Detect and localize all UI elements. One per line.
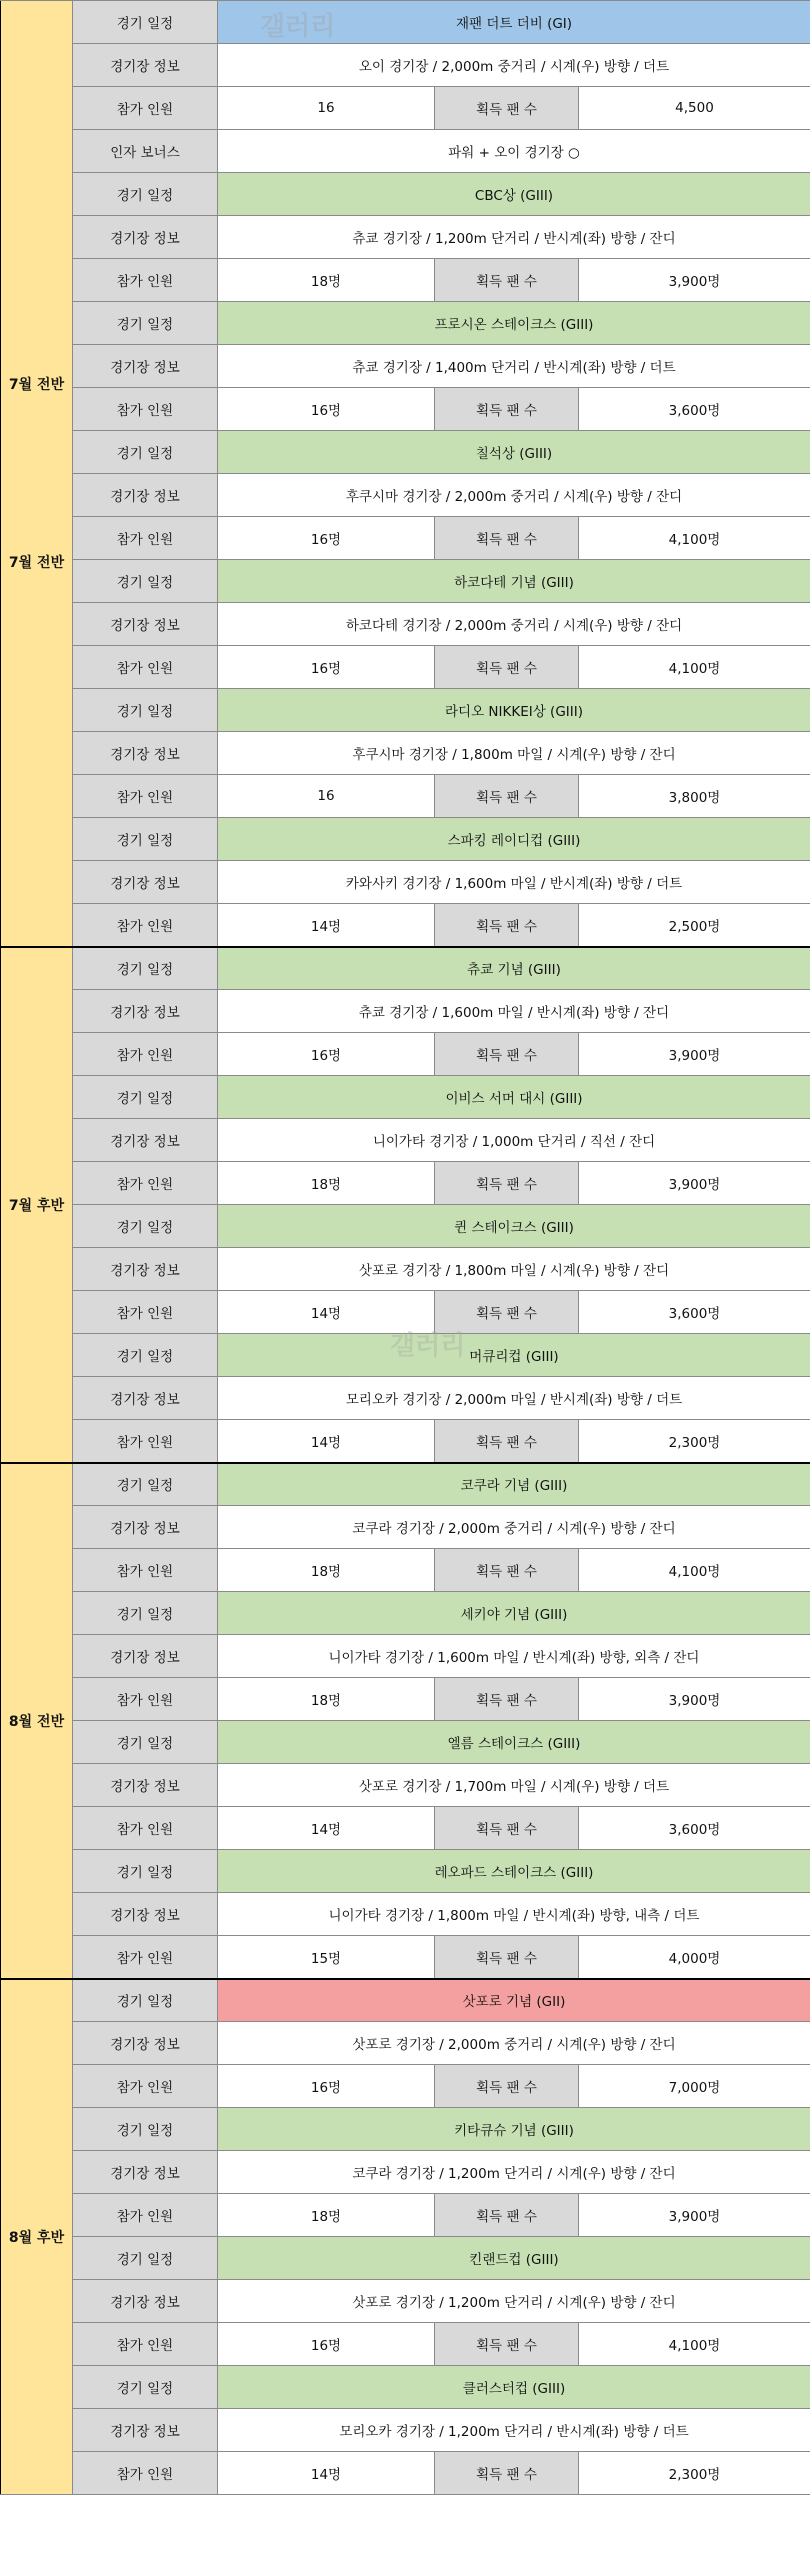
entrants-label: 참가 인원 — [73, 2452, 218, 2495]
schedule-label: 경기 일정 — [73, 2108, 218, 2151]
venue-label: 경기장 정보 — [73, 603, 218, 646]
fans-label: 획득 팬 수 — [435, 259, 579, 302]
entrants-label: 참가 인원 — [73, 259, 218, 302]
fans-label: 획득 팬 수 — [435, 775, 579, 818]
fans-value: 3,900명 — [579, 259, 810, 302]
entrants-value: 16 — [218, 775, 435, 818]
race-name: 츄쿄 기념 (GIII) — [218, 947, 810, 990]
race-name: 삿포로 기념 (GII) — [218, 1979, 810, 2022]
entrants-value: 18명 — [218, 1549, 435, 1592]
race-row-entrants — [1, 87, 810, 130]
venue-info: 카와사키 경기장 / 1,600m 마일 / 반시계(좌) 방향 / 더트 — [218, 861, 810, 904]
entrants-value: 15명 — [218, 1936, 435, 1979]
race-name: 엘름 스테이크스 (GIII) — [218, 1721, 810, 1764]
entrants-label: 참가 인원 — [73, 1807, 218, 1850]
venue-label: 경기장 정보 — [73, 990, 218, 1033]
schedule-label: 경기 일정 — [73, 1592, 218, 1635]
period-cell — [1, 1, 73, 947]
fans-value: 4,100명 — [579, 1549, 810, 1592]
fans-value: 4,100명 — [579, 646, 810, 689]
period-cell — [1, 1463, 73, 1979]
venue-info: 모리오카 경기장 / 1,200m 단거리 / 반시계(좌) 방향 / 더트 — [218, 2409, 810, 2452]
entrants-label: 참가 인원 — [73, 388, 218, 431]
entrants-value: 16 — [218, 87, 435, 130]
schedule-label: 경기 일정 — [73, 302, 218, 345]
entrants-value: 16명 — [218, 646, 435, 689]
venue-label: 경기장 정보 — [73, 1377, 218, 1420]
fans-value: 3,800명 — [579, 775, 810, 818]
race-name: 키타큐슈 기념 (GIII) — [218, 2108, 810, 2151]
entrants-label: 참가 인원 — [73, 1420, 218, 1463]
venue-label: 경기장 정보 — [73, 2022, 218, 2065]
venue-info: 삿포로 경기장 / 2,000m 중거리 / 시계(우) 방향 / 잔디 — [218, 2022, 810, 2065]
entrants-label: 참가 인원 — [73, 646, 218, 689]
fans-label: 획득 팬 수 — [435, 1420, 579, 1463]
fans-value: 3,600명 — [579, 388, 810, 431]
gallery-watermark: 갤러리 — [260, 12, 336, 42]
race-name: 스파킹 레이디컵 (GIII) — [218, 818, 810, 861]
entrants-value: 14명 — [218, 1807, 435, 1850]
entrants-label: 참가 인원 — [73, 1033, 218, 1076]
venue-info: 하코다테 경기장 / 2,000m 중거리 / 시계(우) 방향 / 잔디 — [218, 603, 810, 646]
fans-label: 획득 팬 수 — [435, 646, 579, 689]
period-label: 7월 전반 — [8, 377, 65, 394]
venue-info: 츄쿄 경기장 / 1,200m 단거리 / 반시계(좌) 방향 / 잔디 — [218, 216, 810, 259]
entrants-label: 참가 인원 — [73, 2065, 218, 2108]
entrants-label: 참가 인원 — [73, 2194, 218, 2237]
schedule-label: 경기 일정 — [73, 818, 218, 861]
entrants-value: 14명 — [218, 1420, 435, 1463]
schedule-label: 경기 일정 — [73, 1076, 218, 1119]
fans-value: 4,500 — [579, 87, 810, 130]
venue-info: 삿포로 경기장 / 1,700m 마일 / 시계(우) 방향 / 더트 — [218, 1764, 810, 1807]
venue-label: 경기장 정보 — [73, 1506, 218, 1549]
entrants-label: 참가 인원 — [73, 904, 218, 947]
venue-info: 니이가타 경기장 / 1,600m 마일 / 반시계(좌) 방향, 외측 / 잔디 — [218, 1635, 810, 1678]
schedule-label: 경기 일정 — [73, 1979, 218, 2022]
race-name: 재팬 더트 더비 (GI) — [218, 1, 810, 44]
bonus-value: 파워 + 오이 경기장 ○ — [218, 130, 810, 173]
race-name: 칠석상 (GIII) — [218, 431, 810, 474]
fans-label: 획득 팬 수 — [435, 87, 579, 130]
entrants-value: 18명 — [218, 1162, 435, 1205]
entrants-label: 참가 인원 — [73, 1549, 218, 1592]
race-name: 하코다테 기념 (GIII) — [218, 560, 810, 603]
period-label: 8월 전반 — [8, 1713, 65, 1730]
fans-value: 3,900명 — [579, 2194, 810, 2237]
venue-info: 니이가타 경기장 / 1,000m 단거리 / 직선 / 잔디 — [218, 1119, 810, 1162]
fans-value: 3,600명 — [579, 1807, 810, 1850]
fans-label: 획득 팬 수 — [435, 388, 579, 431]
fans-value: 3,900명 — [579, 1678, 810, 1721]
venue-label: 경기장 정보 — [73, 1635, 218, 1678]
fans-value: 4,000명 — [579, 1936, 810, 1979]
fans-value: 3,900명 — [579, 1162, 810, 1205]
race-name: 라디오 NIKKEI상 (GIII) — [218, 689, 810, 732]
venue-info: 코쿠라 경기장 / 1,200m 단거리 / 시계(우) 방향 / 잔디 — [218, 2151, 810, 2194]
entrants-value: 14명 — [218, 904, 435, 947]
venue-info: 코쿠라 경기장 / 2,000m 중거리 / 시계(우) 방향 / 잔디 — [218, 1506, 810, 1549]
schedule-label: 경기 일정 — [73, 2366, 218, 2409]
entrants-value: 18명 — [218, 2194, 435, 2237]
entrants-value: 14명 — [218, 1291, 435, 1334]
entrants-label: 참가 인원 — [73, 1291, 218, 1334]
venue-info: 츄쿄 경기장 / 1,600m 마일 / 반시계(좌) 방향 / 잔디 — [218, 990, 810, 1033]
entrants-label: 참가 인원 — [73, 775, 218, 818]
venue-info: 모리오카 경기장 / 2,000m 마일 / 반시계(좌) 방향 / 더트 — [218, 1377, 810, 1420]
schedule-label: 경기 일정 — [73, 1463, 218, 1506]
fans-value: 7,000명 — [579, 2065, 810, 2108]
fans-label: 획득 팬 수 — [435, 1936, 579, 1979]
fans-label: 획득 팬 수 — [435, 1807, 579, 1850]
period-label: 7월 전반 — [8, 555, 65, 572]
venue-label: 경기장 정보 — [73, 216, 218, 259]
venue-info: 츄쿄 경기장 / 1,400m 단거리 / 반시계(좌) 방향 / 더트 — [218, 345, 810, 388]
venue-info: 니이가타 경기장 / 1,800m 마일 / 반시계(좌) 방향, 내측 / 더트 — [218, 1893, 810, 1936]
fans-value: 2,500명 — [579, 904, 810, 947]
venue-info: 후쿠시마 경기장 / 1,800m 마일 / 시계(우) 방향 / 잔디 — [218, 732, 810, 775]
schedule-label: 경기 일정 — [73, 689, 218, 732]
entrants-value: 18명 — [218, 259, 435, 302]
fans-value: 4,100명 — [579, 517, 810, 560]
fans-label: 획득 팬 수 — [435, 2323, 579, 2366]
venue-info: 삿포로 경기장 / 1,200m 단거리 / 시계(우) 방향 / 잔디 — [218, 2280, 810, 2323]
period-cell — [1, 1979, 73, 2495]
venue-label: 경기장 정보 — [73, 2280, 218, 2323]
schedule-label: 경기 일정 — [73, 173, 218, 216]
period-label: 7월 후반 — [8, 1197, 65, 1214]
fans-value: 2,300명 — [579, 1420, 810, 1463]
race-name: 이비스 서머 대시 (GIII) — [218, 1076, 810, 1119]
entrants-value: 14명 — [218, 2452, 435, 2495]
venue-label: 경기장 정보 — [73, 1248, 218, 1291]
race-row-venue — [1, 44, 810, 87]
entrants-value: 16명 — [218, 517, 435, 560]
bonus-label: 인자 보너스 — [73, 130, 218, 173]
entrants-label: 참가 인원 — [73, 2323, 218, 2366]
race-name: 클러스터컵 (GIII) — [218, 2366, 810, 2409]
venue-label: 경기장 정보 — [73, 2151, 218, 2194]
schedule-label: 경기 일정 — [73, 2237, 218, 2280]
venue-info: 후쿠시마 경기장 / 2,000m 중거리 / 시계(우) 방향 / 잔디 — [218, 474, 810, 517]
entrants-value: 16명 — [218, 2065, 435, 2108]
race-name: 프로시온 스테이크스 (GIII) — [218, 302, 810, 345]
race-name: 코쿠라 기념 (GIII) — [218, 1463, 810, 1506]
fans-value: 2,300명 — [579, 2452, 810, 2495]
venue-label: 경기장 정보 — [73, 44, 218, 87]
fans-label: 획득 팬 수 — [435, 517, 579, 560]
race-row-schedule — [1, 1, 810, 44]
fans-label: 획득 팬 수 — [435, 2452, 579, 2495]
fans-label: 획득 팬 수 — [435, 1678, 579, 1721]
schedule-label: 경기 일정 — [73, 431, 218, 474]
schedule-label: 경기 일정 — [73, 1334, 218, 1377]
fans-value: 4,100명 — [579, 2323, 810, 2366]
race-name: 세키야 기념 (GIII) — [218, 1592, 810, 1635]
venue-label: 경기장 정보 — [73, 1764, 218, 1807]
venue-label: 경기장 정보 — [73, 1119, 218, 1162]
entrants-label: 참가 인원 — [73, 87, 218, 130]
race-name: 퀸 스테이크스 (GIII) — [218, 1205, 810, 1248]
schedule-label: 경기 일정 — [73, 1, 218, 44]
fans-value: 3,900명 — [579, 1033, 810, 1076]
race-name: 레오파드 스테이크스 (GIII) — [218, 1850, 810, 1893]
venue-label: 경기장 정보 — [73, 1893, 218, 1936]
schedule-label: 경기 일정 — [73, 1850, 218, 1893]
entrants-value: 16명 — [218, 1033, 435, 1076]
fans-label: 획득 팬 수 — [435, 1291, 579, 1334]
race-name: 킨랜드컵 (GIII) — [218, 2237, 810, 2280]
entrants-label: 참가 인원 — [73, 1162, 218, 1205]
fans-label: 획득 팬 수 — [435, 1549, 579, 1592]
schedule-label: 경기 일정 — [73, 560, 218, 603]
fans-label: 획득 팬 수 — [435, 1033, 579, 1076]
entrants-value: 16명 — [218, 388, 435, 431]
venue-label: 경기장 정보 — [73, 861, 218, 904]
fans-label: 획득 팬 수 — [435, 2194, 579, 2237]
gallery-watermark: 갤러리 — [390, 1331, 466, 1361]
period-label: 8월 후반 — [8, 2229, 65, 2246]
venue-label: 경기장 정보 — [73, 732, 218, 775]
fans-label: 획득 팬 수 — [435, 2065, 579, 2108]
race-row-bonus — [1, 130, 810, 173]
entrants-value: 18명 — [218, 1678, 435, 1721]
entrants-label: 참가 인원 — [73, 1678, 218, 1721]
period-cell — [1, 947, 73, 1463]
schedule-label: 경기 일정 — [73, 947, 218, 990]
race-name: CBC상 (GIII) — [218, 173, 810, 216]
schedule-label: 경기 일정 — [73, 1721, 218, 1764]
venue-label: 경기장 정보 — [73, 2409, 218, 2452]
entrants-value: 16명 — [218, 2323, 435, 2366]
race-name: 머큐리컵 (GIII) — [218, 1334, 810, 1377]
venue-label: 경기장 정보 — [73, 474, 218, 517]
entrants-label: 참가 인원 — [73, 1936, 218, 1979]
venue-info: 오이 경기장 / 2,000m 중거리 / 시계(우) 방향 / 더트 — [218, 44, 810, 87]
fans-label: 획득 팬 수 — [435, 904, 579, 947]
fans-label: 획득 팬 수 — [435, 1162, 579, 1205]
venue-info: 삿포로 경기장 / 1,800m 마일 / 시계(우) 방향 / 잔디 — [218, 1248, 810, 1291]
schedule-label: 경기 일정 — [73, 1205, 218, 1248]
entrants-label: 참가 인원 — [73, 517, 218, 560]
venue-label: 경기장 정보 — [73, 345, 218, 388]
fans-value: 3,600명 — [579, 1291, 810, 1334]
